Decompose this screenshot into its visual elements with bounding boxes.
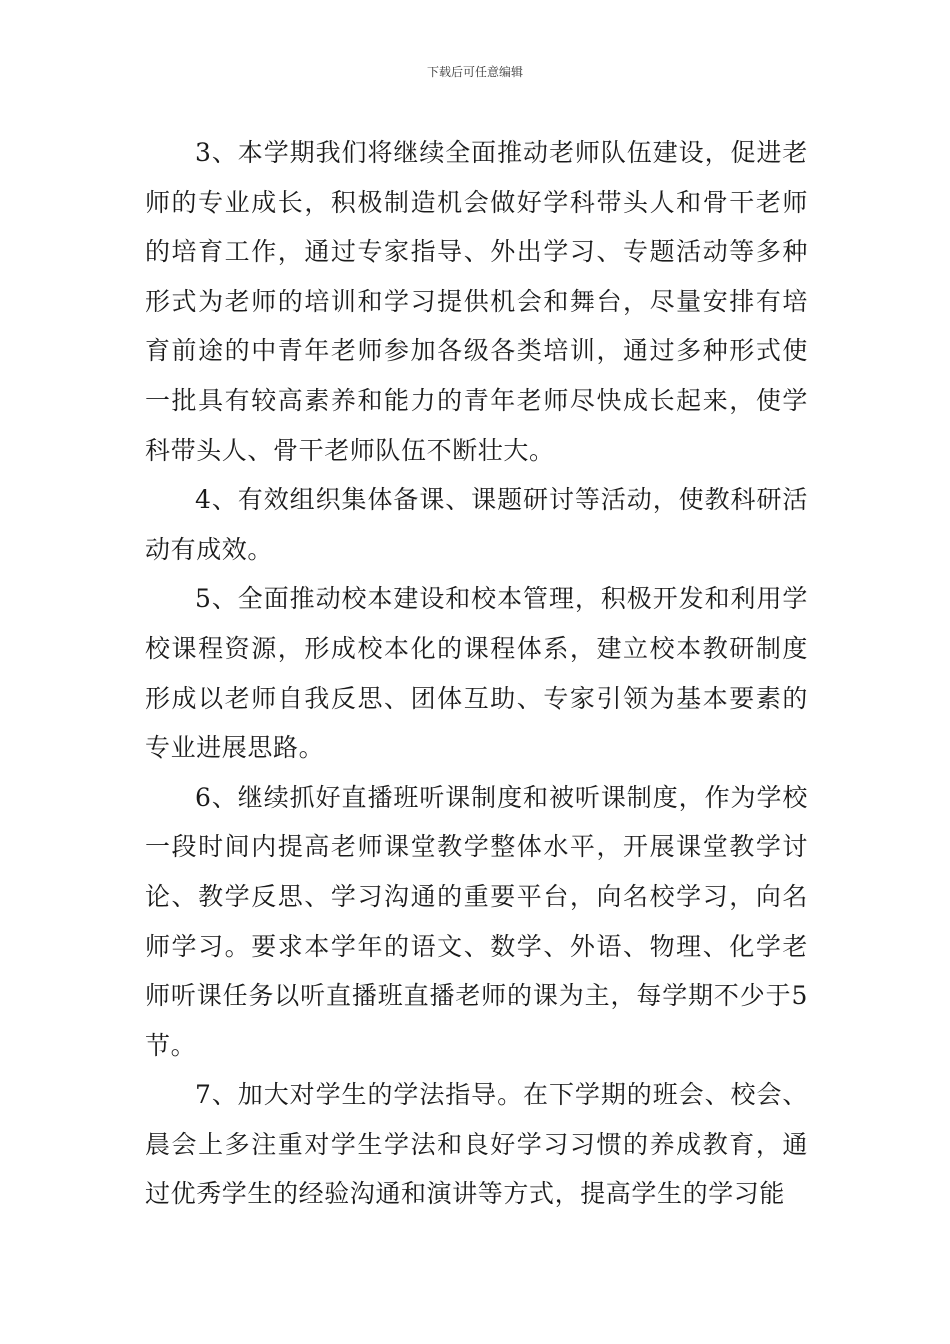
paragraph-item-4: 4、有效组织集体备课、课题研讨等活动，使教科研活动有成效。 (145, 485, 808, 564)
paragraph-item-5: 5、全面推动校本建设和校本管理，积极开发和利用学校课程资源，形成校本化的课程体系，建立校本教研制度形成以老师自我反思、团体互助、专家引领为基本要素的专业进展思路。 (145, 584, 808, 763)
paragraph-item-6: 6、继续抓好直播班听课制度和被听课制度，作为学校一段时间内提高老师课堂教学整体水平，开展课堂教学讨论、教学反思、学习沟通的重要平台，向名校学习，向名师学习。要求本学年的语文、数学、外语、物理、化学老师听课任务以听直播班直播老师的课为主，每学期不少于5节。 (145, 782, 808, 1060)
paragraph-item-7: 7、加大对学生的学法指导。在下学期的班会、校会、晨会上多注重对学生学法和良好学习习惯的养成教育，通过优秀学生的经验沟通和演讲等方式，提高学生的学习能 (145, 1080, 808, 1209)
document-body (145, 128, 808, 1219)
page-header: 下载后可任意编辑 (426, 65, 523, 79)
paragraph-item-3: 3、本学期我们将继续全面推动老师队伍建设，促进老师的专业成长，积极制造机会做好学科带头人和骨干老师的培育工作，通过专家指导、外出学习、专题活动等多种形式为老师的培训和学习提供机会和舞台，尽量安排有培育前途的中青年老师参加各级各类培训，通过多种形式使一批具有较高素养和能力的青年老师尽快成长起来，使学科带头人、骨干老师队伍不断壮大。 (145, 138, 808, 465)
